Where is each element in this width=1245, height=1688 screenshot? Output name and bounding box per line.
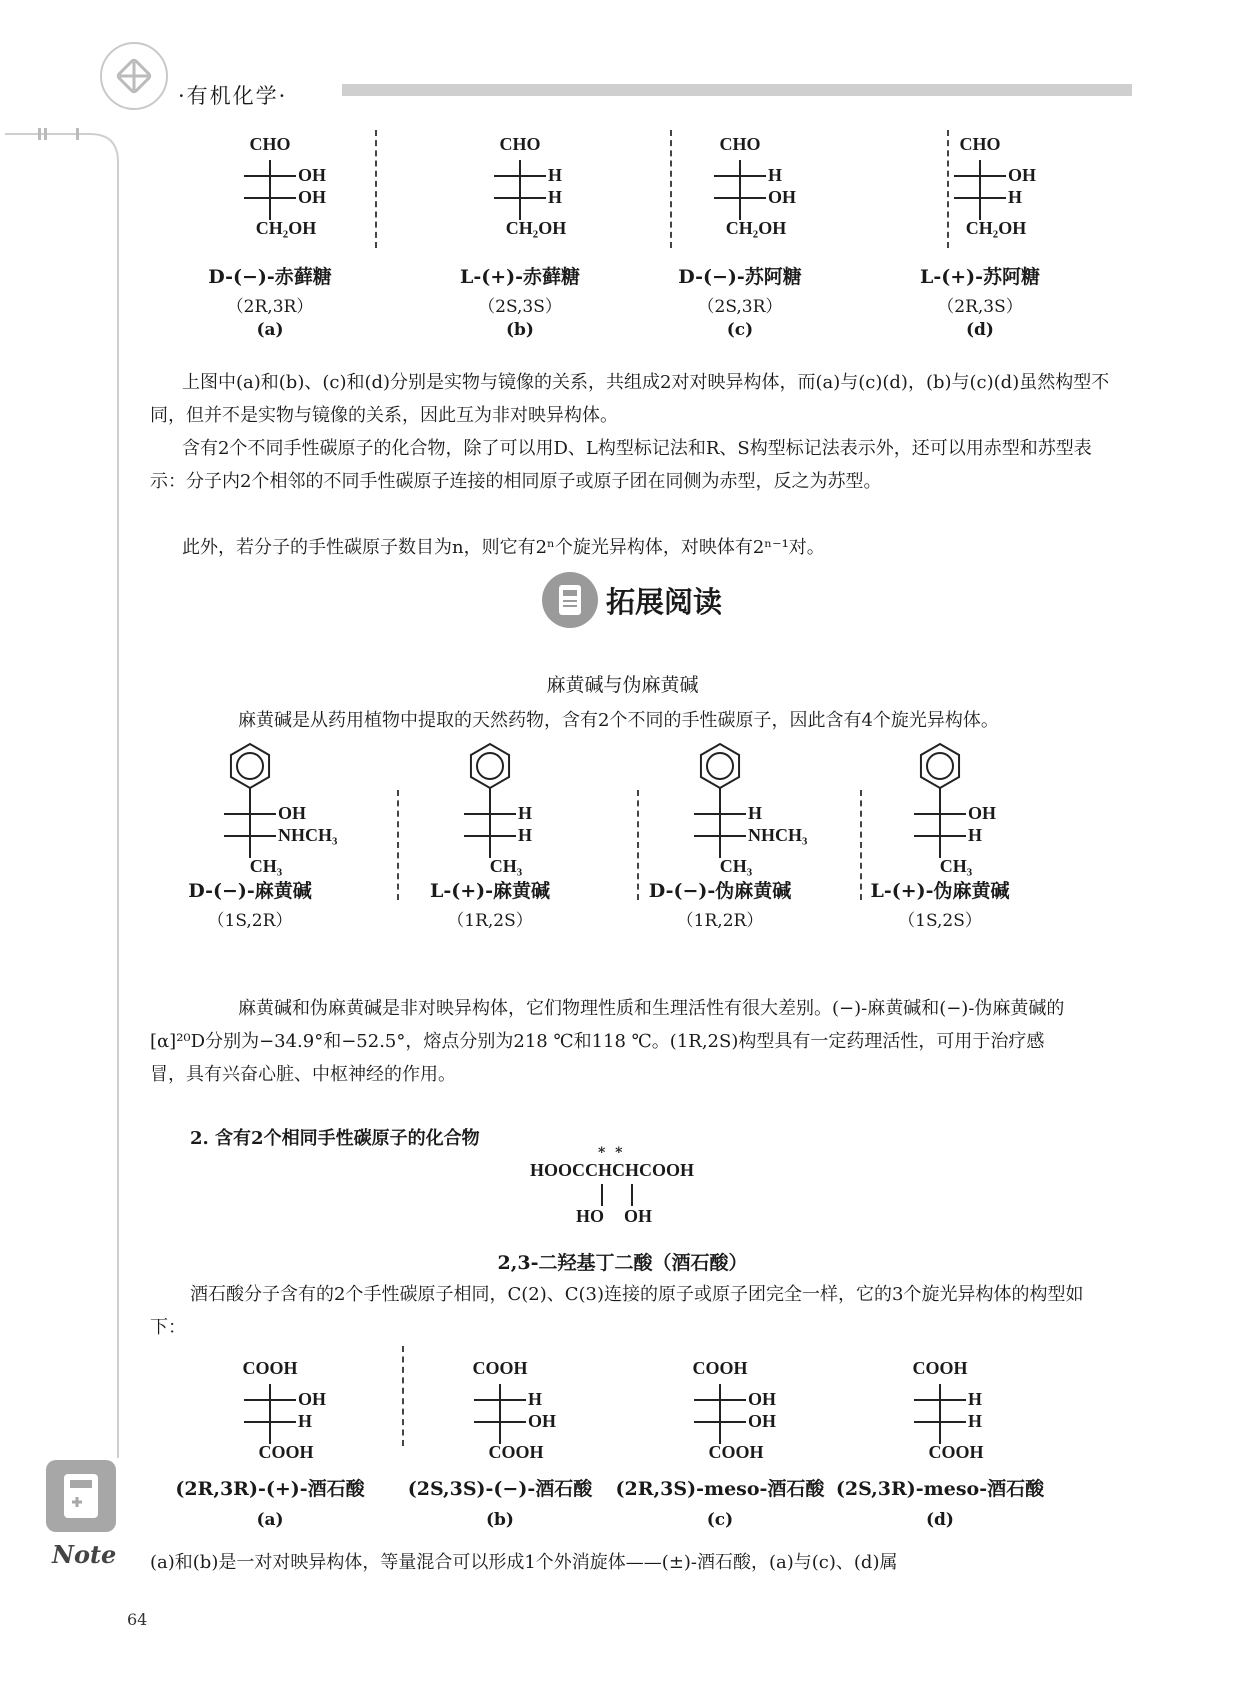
tartaric-acid-4-r1r: H [968, 1389, 983, 1409]
ephedrine-2-r2r: H [518, 825, 533, 845]
sugar-2-top: CHO [499, 134, 541, 154]
section2-heading: 2. 含有2个相同手性碳原子的化合物 [190, 1128, 480, 1149]
tartaric-stars: * * [598, 1145, 623, 1161]
tartaric-acid-3-bottom: COOH [708, 1442, 764, 1462]
sugar-1-bottom: CH₂OH [255, 218, 317, 238]
paragraph-2: 含有2个不同手性碳原子的化合物，除了可以用D、L构型标记法和R、S构型标记法表示外，还可以用赤型和苏型表示：分子内2个相邻的不同手性碳原子连接的相同原子或原子团在同侧为赤型，反之为苏型。 [150, 438, 1092, 492]
ephedrine-1-name: D-(−)-麻黄碱 [188, 880, 312, 902]
sugar-2-label: (b) [506, 320, 534, 340]
reading-banner-title: 拓展阅读 [606, 585, 723, 619]
tartaric-acid-2-bottom: COOH [488, 1442, 544, 1462]
last-line: (a)和(b)是一对对映异构体，等量混合可以形成1个外消旋体——(±)-酒石酸，(a)与(c)、(d)属 [150, 1552, 898, 1573]
tartaric-acid-1-r1r: OH [298, 1389, 327, 1409]
sugar-3-bottom: CH₂OH [725, 218, 787, 238]
note-label: Note [52, 1540, 117, 1569]
tartaric-acid-2-label: (b) [486, 1510, 514, 1530]
ephedrine-3-bottom: CH₃ [719, 856, 753, 876]
tartaric-acid-3-label: (c) [706, 1510, 734, 1530]
ephedrine-4-config: （1S,2S） [898, 911, 982, 931]
tartaric-acid-2-name: (2S,3S)-(−)-酒石酸 [407, 1478, 593, 1500]
tartaric-acid-4-label: (d) [926, 1510, 954, 1530]
tartaric-acid-3-name: (2R,3S)-meso-酒石酸 [615, 1478, 825, 1500]
sugar-3-config: （2S,3R） [697, 297, 783, 317]
ephedrine-3-r1r: H [748, 803, 763, 823]
sugar-2-r2r: H [548, 187, 563, 207]
sugar-2-bottom: CH₂OH [505, 218, 567, 238]
section2-body: 酒石酸分子含有的2个手性碳原子相同，C(2)、C(3)连接的原子或原子团完全一样，它的3个旋光异构体的构型如下： [150, 1284, 1084, 1338]
tartaric-name: 2,3-二羟基丁二酸（酒石酸） [497, 1252, 748, 1274]
sugar-1-label: (a) [256, 320, 284, 340]
ephedrine-4-r2r: H [968, 825, 983, 845]
sugar-3-label: (c) [726, 320, 754, 340]
ephedrine-3-config: （1R,2R） [676, 911, 764, 931]
sugar-3-r2r: OH [768, 187, 797, 207]
reading-body: 麻黄碱和伪麻黄碱是非对映异构体，它们物理性质和生理活性有很大差别。(−)-麻黄碱和(−)-伪麻黄碱的[α]²⁰D分别为−34.9°和−52.5°，熔点分别为218 ℃和118 ℃。(1R,2S)构型具有一定药理活性，可用于治疗感冒，具有兴奋心脏、中枢神经的作用。 [150, 998, 1065, 1085]
tartaric-acid-1-label: (a) [256, 1510, 284, 1530]
sugar-1-top: CHO [249, 134, 291, 154]
header-title: ·有机化学· [178, 84, 288, 108]
tartaric-acid-3-top: COOH [692, 1358, 748, 1378]
paragraph-1: 上图中(a)和(b)、(c)和(d)分别是实物与镜像的关系，共组成2对对映异构体，而(a)与(c)(d)，(b)与(c)(d)虽然构型不同，但并不是实物与镜像的关系，因此互为非对映异构体。 [150, 372, 1110, 426]
ephedrine-1-bottom: CH₃ [249, 856, 283, 876]
tartaric-acid-2-top: COOH [472, 1358, 528, 1378]
tartaric-acid-3-r1r: OH [748, 1389, 777, 1409]
sugar-3-name: D-(−)-苏阿糖 [678, 266, 802, 288]
ephedrine-4-r1r: OH [968, 803, 997, 823]
ephedrine-4-name: L-(+)-伪麻黄碱 [870, 880, 1010, 902]
reading-intro: 麻黄碱是从药用植物中提取的天然药物，含有2个不同的手性碳原子，因此含有4个旋光异构体。 [238, 710, 999, 731]
paragraph-3: 此外，若分子的手性碳原子数目为n，则它有2ⁿ个旋光异构体，对映体有2ⁿ⁻¹对。 [182, 537, 825, 558]
tartaric-formula: HOOCCHCHCOOH [530, 1160, 695, 1180]
tartaric-oh-1: HO [576, 1206, 605, 1226]
ephedrine-2-config: （1R,2S） [447, 911, 533, 931]
tartaric-acid-4-top: COOH [912, 1358, 968, 1378]
ephedrine-1-r2r: NHCH₃ [278, 825, 338, 845]
sugar-4-top: CHO [959, 134, 1001, 154]
sugar-1-config: （2R,3R） [226, 297, 314, 317]
tartaric-acid-1-top: COOH [242, 1358, 298, 1378]
sugar-1-name: D-(−)-赤藓糖 [208, 266, 332, 288]
sugar-4-label: (d) [966, 320, 994, 340]
ephedrine-2-name: L-(+)-麻黄碱 [429, 880, 551, 902]
tartaric-acid-1-r2r: H [298, 1411, 313, 1431]
sugar-1-r2r: OH [298, 187, 327, 207]
sugar-4-config: （2R,3S） [937, 297, 1023, 317]
tartaric-acid-1-name: (2R,3R)-(+)-酒石酸 [175, 1478, 365, 1500]
sugar-2-name: L-(+)-赤藓糖 [459, 266, 581, 288]
sugar-4-r1r: OH [1008, 165, 1037, 185]
ephedrine-2-r1r: H [518, 803, 533, 823]
sugar-4-r2r: H [1008, 187, 1023, 207]
tartaric-acid-2-r2r: OH [528, 1411, 557, 1431]
reading-title: 麻黄碱与伪麻黄碱 [546, 674, 699, 696]
sugar-2-config: （2S,3S） [478, 297, 562, 317]
page-number: 64 [127, 1610, 148, 1629]
tartaric-acid-4-name: (2S,3R)-meso-酒石酸 [835, 1478, 1045, 1500]
ephedrine-2-bottom: CH₃ [489, 856, 523, 876]
tartaric-acid-3-r2r: OH [748, 1411, 777, 1431]
sugar-2-r1r: H [548, 165, 563, 185]
ephedrine-1-config: （1S,2R） [207, 911, 293, 931]
sugar-3-top: CHO [719, 134, 761, 154]
tartaric-acid-1-bottom: COOH [258, 1442, 314, 1462]
ephedrine-3-name: D-(−)-伪麻黄碱 [648, 880, 792, 902]
sugar-1-r1r: OH [298, 165, 327, 185]
ephedrine-4-bottom: CH₃ [939, 856, 973, 876]
sugar-3-r1r: H [768, 165, 783, 185]
ephedrine-1-r1r: OH [278, 803, 307, 823]
tartaric-acid-4-r2r: H [968, 1411, 983, 1431]
tartaric-oh-2: OH [624, 1206, 653, 1226]
ephedrine-3-r2r: NHCH₃ [748, 825, 808, 845]
tartaric-acid-2-r1r: H [528, 1389, 543, 1409]
note-icon [46, 1460, 116, 1532]
sugar-4-bottom: CH₂OH [965, 218, 1027, 238]
sugar-4-name: L-(+)-苏阿糖 [919, 266, 1041, 288]
tartaric-acid-4-bottom: COOH [928, 1442, 984, 1462]
